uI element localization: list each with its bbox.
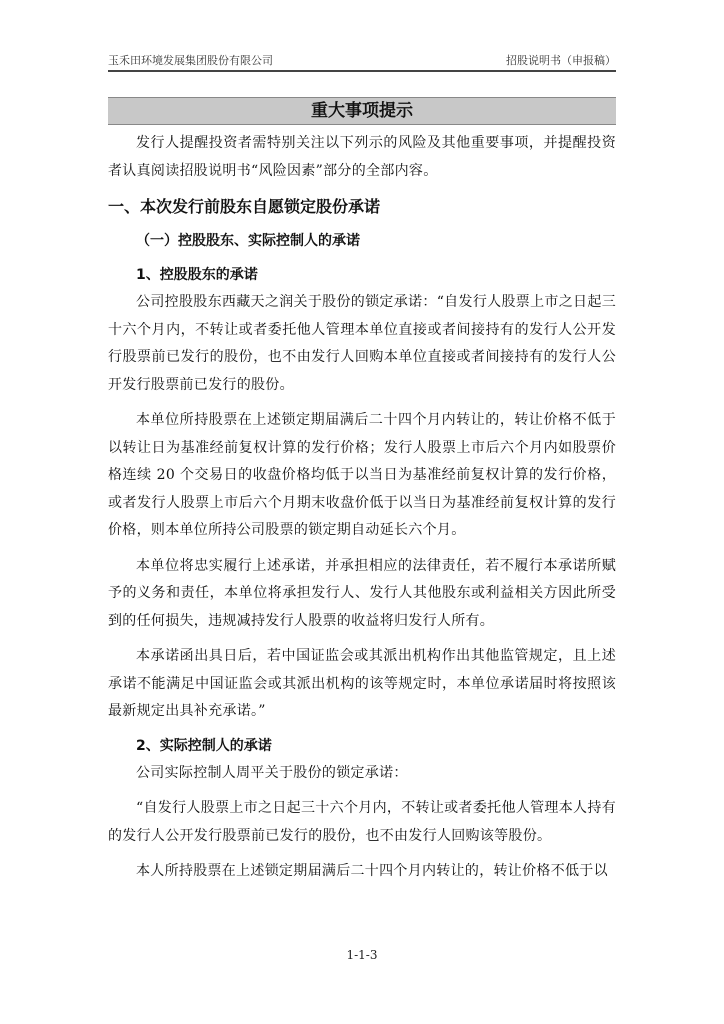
- heading-item-1: 1、控股股东的承诺: [136, 267, 258, 283]
- heading-item-2: 2、实际控制人的承诺: [136, 737, 272, 754]
- paragraph: 本单位所持股票在上述锁定期届满后二十四个月内转让的，转让价格不低于以转让日为基准经前复权计算的发行价格；发行人股票上市后六个月内如股票价格连续 20 个交易日的收盘价格均低于以当日为基准经前复权计算的发行价格，或者发行人股票上市后六个月期末收盘价低于以当日为基准经前复权计算的发行价格，则本单位所持公司股票的锁定期自动延长六个月。: [108, 412, 616, 538]
- page-header: [108, 46, 616, 71]
- section-title: 重大事项提示: [108, 97, 616, 125]
- paragraph: “自发行人股票上市之日起三十六个月内，不转让或者委托他人管理本人持有的发行人公开发行股票前已发行的股份，也不由发行人回购该等股份。: [108, 800, 616, 844]
- heading-section-1: 一、本次发行前股东自愿锁定股份承诺: [108, 197, 381, 216]
- header-company-name: 玉禾田环境发展集团股份有限公司: [108, 54, 273, 67]
- intro-paragraph: 发行人提醒投资者需特别关注以下列示的风险及其他重要事项，并提醒投资者认真阅读招股说明书“风险因素”部分的全部内容。: [108, 135, 616, 179]
- page-content: [108, 97, 616, 886]
- paragraph: 本人所持股票在上述锁定期届满后二十四个月内转让的，转让价格不低于以: [136, 863, 608, 879]
- paragraph: 本单位将忠实履行上述承诺，并承担相应的法律责任，若不履行本承诺所赋予的义务和责任，本单位将承担发行人、发行人其他股东或利益相关方因此所受到的任何损失，违规减持发行人股票的收益将归发行人所有。: [108, 557, 616, 629]
- heading-subsection-1: （一）控股股东、实际控制人的承诺: [136, 233, 360, 249]
- paragraph: 公司实际控制人周平关于股份的锁定承诺：: [136, 764, 408, 781]
- paragraph: 本承诺函出具日后，若中国证监会或其派出机构作出其他监管规定，且上述承诺不能满足中国证监会或其派出机构的该等规定时，本单位承诺届时将按照该最新规定出具补充承诺。”: [108, 648, 616, 719]
- paragraph: 公司控股股东西藏天之润关于股份的锁定承诺：“自发行人股票上市之日起三十六个月内，不转让或者委托他人管理本单位直接或者间接持有的发行人公开发行股票前已发行的股份，也不由发行人回购本单位直接或者间接持有的发行人公开发行股票前已发行的股份。: [108, 294, 616, 393]
- header-rule: [108, 71, 616, 72]
- header-document-type: 招股说明书（申报稿）: [506, 54, 616, 67]
- page-number: 1-1-3: [346, 948, 378, 962]
